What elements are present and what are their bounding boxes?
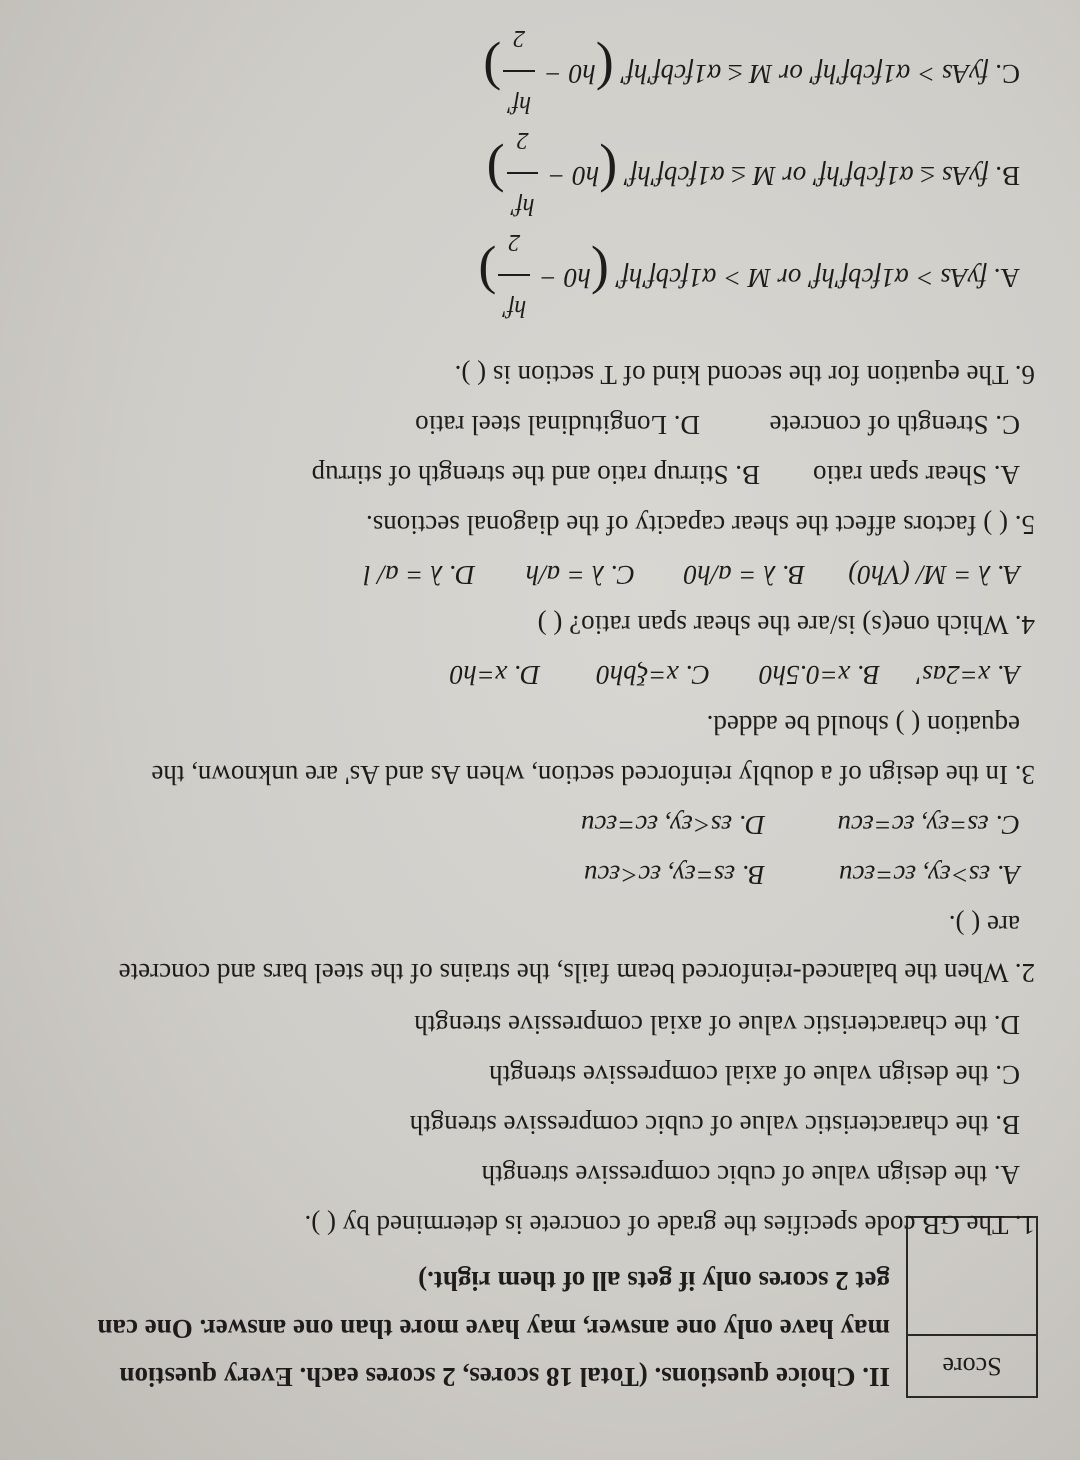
q2-option-d: D. εs<εy, εc=εcu [581, 810, 765, 840]
q5-option-d: D. Longitudinal steel ratio [415, 410, 700, 440]
q5-option-c: C. Strength of concrete [769, 410, 1020, 440]
q3-option-a: A. x=2as' [916, 660, 1020, 690]
score-box [906, 1216, 1038, 1398]
q6-option-b-label: B. [995, 160, 1020, 191]
q6-option-a-label: A. [993, 262, 1020, 293]
section-heading-line1: II. Choice questions. (Total 18 scores, 2 scores each. Every question [119, 1362, 890, 1392]
q4-option-d: D. λ = a/ l [363, 560, 475, 590]
q6-option-c-left: fyAs > α1fcbf'hf' or M ≤ α1fcbf'hf' [620, 58, 989, 89]
q2-option-b: B. εs=εy, εc<εcu [584, 860, 765, 890]
open-paren-glyph: ( [599, 143, 618, 203]
q6-stem: 6. The equation for the second kind of T section is ( ). [454, 360, 1035, 390]
q2-stem-line2: are ( ). [948, 910, 1020, 940]
q3-stem-line1: 3. In the design of a doubly reinforced section, when As and As' are unknown, the [151, 760, 1035, 790]
q5-option-a: A. Shear span ratio [813, 460, 1020, 490]
q6-option-b-factor: h0 − [547, 160, 600, 191]
q1-option-b: B. the characteristic value of cubic compressive strength [409, 1110, 1020, 1140]
q1-option-c: C. the design value of axial compressive strength [489, 1060, 1020, 1090]
q6-option-b-frac-num: hf' [507, 172, 539, 238]
q6-option-c-label: C. [995, 58, 1020, 89]
q6-option-a-frac-num: hf' [498, 274, 530, 340]
q6-option-c-frac-num: hf' [503, 70, 535, 136]
q6-option-c [483, 6, 1020, 136]
close-paren-glyph: ) [486, 143, 505, 203]
open-paren-glyph: ( [590, 245, 609, 305]
q6-option-b-left: fyAs ≤ α1fcbf'hf' or M ≤ α1fcbf'hf' [623, 160, 989, 191]
close-paren-glyph: ) [478, 245, 497, 305]
q6-option-a-factor: h0 − [538, 262, 591, 293]
q1-option-d: D. the characteristic value of axial compressive strength [414, 1010, 1020, 1040]
q6-option-c-frac-den: 2 [513, 25, 526, 51]
q4-option-b: B. λ = a/h0 [683, 560, 805, 590]
q3-stem-line2: equation ( ) should be added. [706, 710, 1020, 740]
q1-stem: 1. The GB code specifies the grade of concrete is determined by ( ). [304, 1210, 1035, 1240]
q4-option-a: A. λ = M/ (Vh0) [848, 560, 1020, 590]
q5-option-b: B. Stirrup ratio and the strength of stirrup [311, 460, 760, 490]
q3-option-b: B. x=0.5h0 [759, 660, 880, 690]
close-paren-glyph: ) [483, 41, 502, 101]
q3-option-c: C. x=ξbh0 [596, 660, 710, 690]
section-heading-line3: get 2 scores only if gets all of them right.) [418, 1266, 890, 1296]
q1-option-a: A. the design value of cubic compressive strength [481, 1160, 1020, 1190]
q6-option-a-frac-den: 2 [508, 229, 521, 255]
q6-option-c-fraction [503, 6, 535, 136]
q2-option-a: A. εs>εy, εc=εcu [839, 860, 1020, 890]
q2-stem-line1: 2. When the balanced-reinforced beam fails, the strains of the steel bars and concrete [118, 958, 1035, 988]
q6-option-c-factor: h0 − [543, 58, 596, 89]
q6-option-a-left: fyAs > α1fcbf'hf' or M > α1fcbf'hf' [615, 262, 987, 293]
open-paren-glyph: ( [595, 41, 614, 101]
q2-option-c: C. εs=εy, εc=εcu [837, 810, 1020, 840]
q4-option-c: C. λ = a/h [525, 560, 635, 590]
q3-option-d: D. x=h0 [449, 660, 540, 690]
score-label: Score [908, 1334, 1036, 1396]
q5-stem: 5. ( ) factors affect the shear capacity of the diagonal sections. [366, 510, 1035, 540]
q4-stem: 4. Which one(s) is/are the shear span ratio? ( ) [537, 610, 1035, 640]
q6-option-b-frac-den: 2 [516, 127, 529, 153]
section-heading-line2: may have only one answer, may have more than one answer. One can [97, 1314, 890, 1344]
